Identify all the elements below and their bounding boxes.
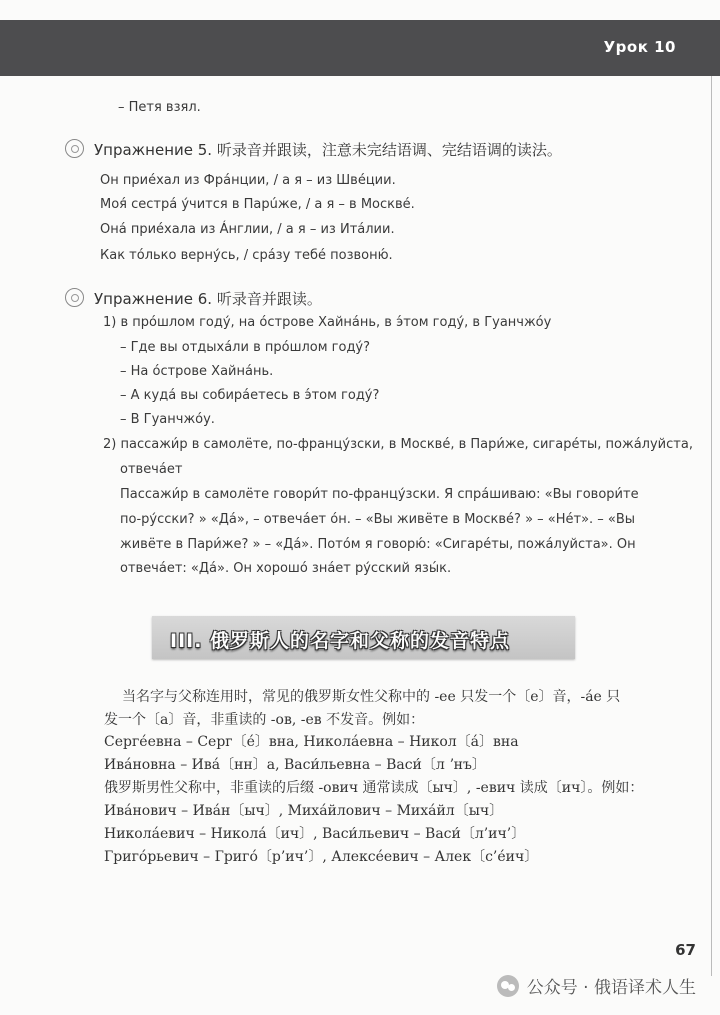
example-line: Ивáновна – Ивá〔нн〕а, Васи́льевна – Васи́〔л ʼнъ〕 — [104, 757, 486, 773]
example-line: Николáевич – Николá〔ич〕, Васи́льевич – Васи́〔л’ич’〕 — [104, 826, 526, 842]
exercise5-heading — [65, 139, 562, 160]
exercise6-item2-heading: 2) пассажи́р в самолёте, по-францýзски, в Москвé, в Пари́же, сигарéты, пожáлуйста, — [103, 437, 693, 452]
section-title: III. 俄罗斯人的名字和父称的发音特点 — [170, 630, 511, 652]
paragraph-line: отвечáет: «Дá». Он хорошó знáет рýсский язы́к. — [120, 561, 452, 576]
exercise5-line: Онá приéхала из Áнглии, / а я – из Итáлии. — [100, 222, 395, 237]
page-number: 67 — [675, 941, 696, 959]
dialogue-line: – В Гуанчжóу. — [120, 412, 215, 427]
exercise6-title: Упражнение 6. 听录音并跟读。 — [94, 290, 322, 308]
exercise5-line: Как тóлько вернýсь, / срáзу тебé позвоню́. — [100, 248, 393, 263]
section-text-line: 发一个〔а〕音，非重读的 -ов, -ев 不发音。例如： — [104, 712, 425, 728]
section-text-line: 俄罗斯男性父称中，非重读的后缀 -ович 通常读成〔ыч〕, -евич 读成〔ич〕。例如： — [104, 780, 644, 796]
paragraph-line: живёте в Пари́же? » – «Дá». Потóм я говорю́: «Сигарéты, пожáлуйста». Он — [120, 537, 636, 552]
section-text-line: 当名字与父称连用时，常见的俄罗斯女性父称中的 -ее 只发一个〔е〕音，-áе 只 — [122, 689, 621, 705]
exercise5-line: Он приéхал из Фрáнции, / а я – из Швéции. — [100, 173, 396, 188]
exercise6-heading — [65, 288, 322, 309]
paragraph-line: по-рýсски? » «Дá», – отвечáет óн. – «Вы живёте в Москвé? » – «Нéт». – «Вы — [120, 512, 636, 527]
dialogue-line: – А кудá вы собирáетесь в э́том годý? — [120, 388, 380, 403]
exercise6-item1-heading: 1) в прóшлом годý, на óстрове Хайнáнь, в э́том годý, в Гуанчжóу — [103, 315, 552, 330]
example-line: Ивáнович – Ивáн〔ыч〕, Михáйлович – Михáйл〔ыч〕 — [104, 803, 504, 819]
intro-line: – Петя взял. — [118, 100, 201, 115]
wechat-icon — [497, 975, 519, 997]
paragraph-line: Пассажи́р в самолёте говори́т по-францýзски. Я спрáшиваю: «Вы говори́те — [120, 487, 639, 502]
exercise5-line: Моя́ сестрá ýчится в Парúже, / а я – в Москвé. — [100, 197, 415, 212]
exercise6-item2-heading-cont: отвечáет — [120, 462, 183, 477]
exercise5-title: Упражнение 5. 听录音并跟读，注意未完结语调、完结语调的读法。 — [94, 141, 562, 159]
audio-icon — [65, 139, 84, 158]
example-line: Сергéевна – Серг〔é〕вна, Николáевна – Никол〔á〕вна — [104, 734, 519, 750]
watermark-text: 公众号 · 俄语译术人生 — [526, 978, 696, 998]
dialogue-line: – На óстрове Хайнáнь. — [120, 364, 274, 379]
watermark — [497, 973, 696, 998]
page-edge-rule — [711, 76, 712, 976]
audio-icon — [65, 288, 84, 307]
lesson-label: Урок 10 — [603, 38, 676, 56]
dialogue-line: – Где вы отдыхáли в прóшлом годý? — [120, 340, 371, 355]
example-line: Григóрьевич – Григó〔р’ич’〕, Алексéевич – Алек〔с’éич〕 — [104, 849, 539, 865]
